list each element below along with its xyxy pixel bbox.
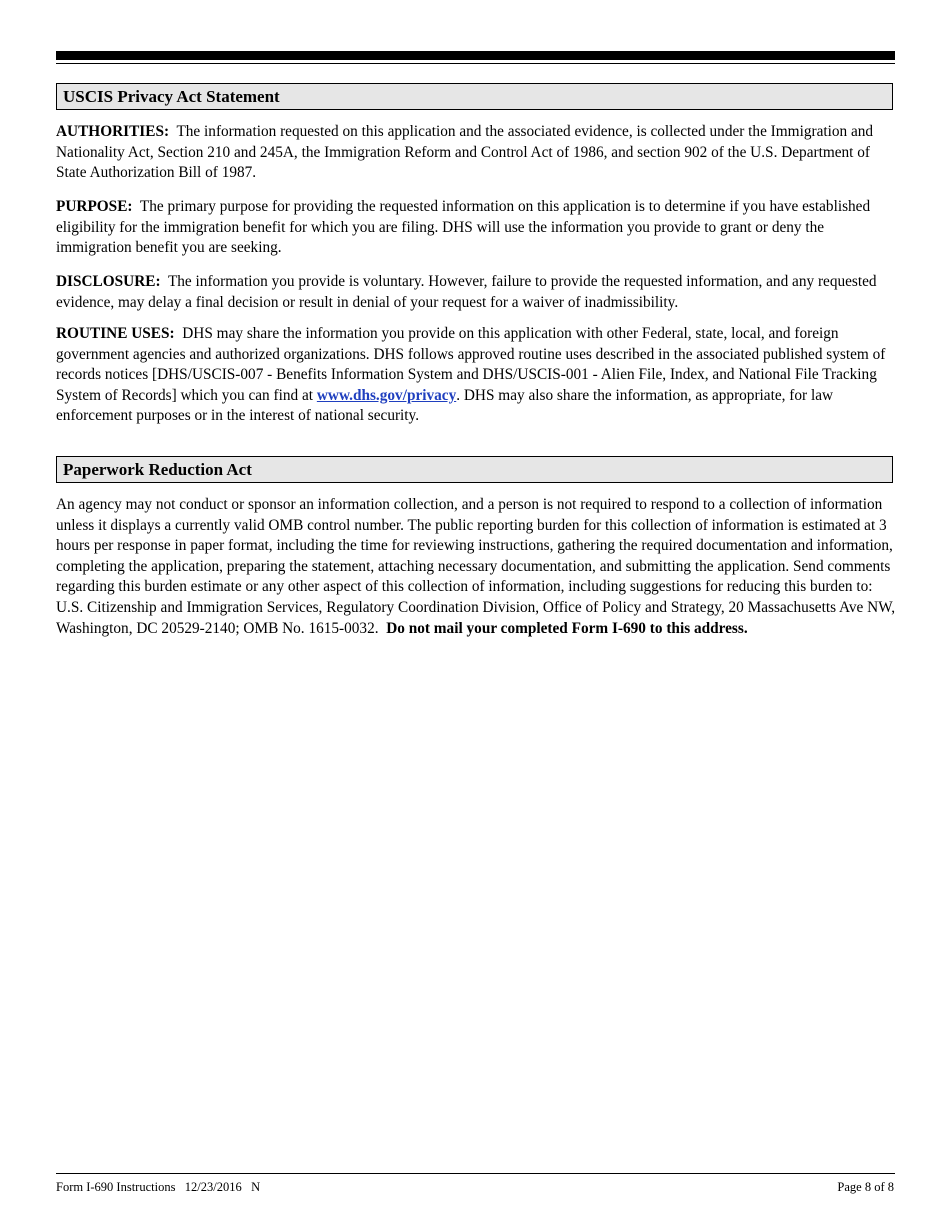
disclosure-text: The information you provide is voluntary. However, failure to provide the requested information, and any requested evidence, may delay a final decision or result in denial of your request for a waiver of inadmissibility. bbox=[56, 273, 877, 311]
disclosure-label: DISCLOSURE: bbox=[56, 273, 161, 290]
disclosure-paragraph bbox=[56, 272, 896, 313]
footer-rule bbox=[56, 1173, 895, 1174]
privacy-section-heading: USCIS Privacy Act Statement bbox=[56, 83, 893, 110]
paperwork-bold-notice: Do not mail your completed Form I-690 to this address. bbox=[386, 619, 748, 637]
footer-page-number: Page 8 of 8 bbox=[837, 1180, 894, 1194]
purpose-text: The primary purpose for providing the requested information on this application is to determine if you have established eligibility for the immigration benefit for which you are filing. DHS will use the information you provide to grant or deny the immigration benefit you are seeking. bbox=[56, 198, 871, 257]
authorities-text: The information requested on this application and the associated evidence, is collected under the Immigration and Nationality Act, Section 210 and 245A, the Immigration Reform and Control Act of 1986, and section 902 of the U.S. Department of State Authorization Bill of 1987. bbox=[56, 123, 874, 182]
footer-form-id: Form I-690 Instructions 12/23/2016 N bbox=[56, 1180, 261, 1194]
routine-uses-label: ROUTINE USES: bbox=[56, 325, 175, 342]
header-rule-thin bbox=[56, 63, 895, 64]
authorities-paragraph bbox=[56, 122, 896, 184]
header-rule-thick bbox=[56, 51, 895, 60]
paperwork-paragraph bbox=[56, 495, 896, 639]
routine-uses-text: DHS may share the information you provide on this application with other Federal, state, local, and foreign government agencies and authorized organizations. DHS follows approved routine uses described in the associated published system of records notices [DHS/USCIS-007 - Benefits Information System and DHS/USCIS-001 - Alien File, Index, and National File Tracking System of Records] which you can find at bbox=[56, 325, 886, 404]
authorities-label: AUTHORITIES: bbox=[56, 123, 170, 140]
purpose-label: PURPOSE: bbox=[56, 198, 133, 215]
dhs-privacy-link[interactable]: www.dhs.gov/privacy bbox=[316, 386, 457, 404]
paperwork-section-heading: Paperwork Reduction Act bbox=[56, 456, 893, 483]
purpose-paragraph bbox=[56, 197, 896, 259]
paperwork-text: An agency may not conduct or sponsor an information collection, and a person is not required to respond to a collection of information unless it displays a currently valid OMB control number. The public reporting burden for this collection of information is estimated at 3 hours per response in paper format, including the time for reviewing instructions, gathering the required documentation and information, completing the application, preparing the statement, attaching necessary documentation, and submitting the application. Send comments regarding this burden estimate or any other aspect of this collection of information, including suggestions for reducing this burden to: U.S. Citizenship and Immigration Services, Regulatory Coordination Division, Office of Policy and Strategy, 20 Massachusetts Ave NW, Washington, DC 20529-2140; OMB No. 1615-0032. bbox=[56, 496, 896, 637]
routine-uses-text-after: . DHS may also share the information, as appropriate, for law enforcement purposes or in the interest of national security. bbox=[56, 386, 834, 425]
routine-uses-paragraph bbox=[56, 324, 896, 427]
